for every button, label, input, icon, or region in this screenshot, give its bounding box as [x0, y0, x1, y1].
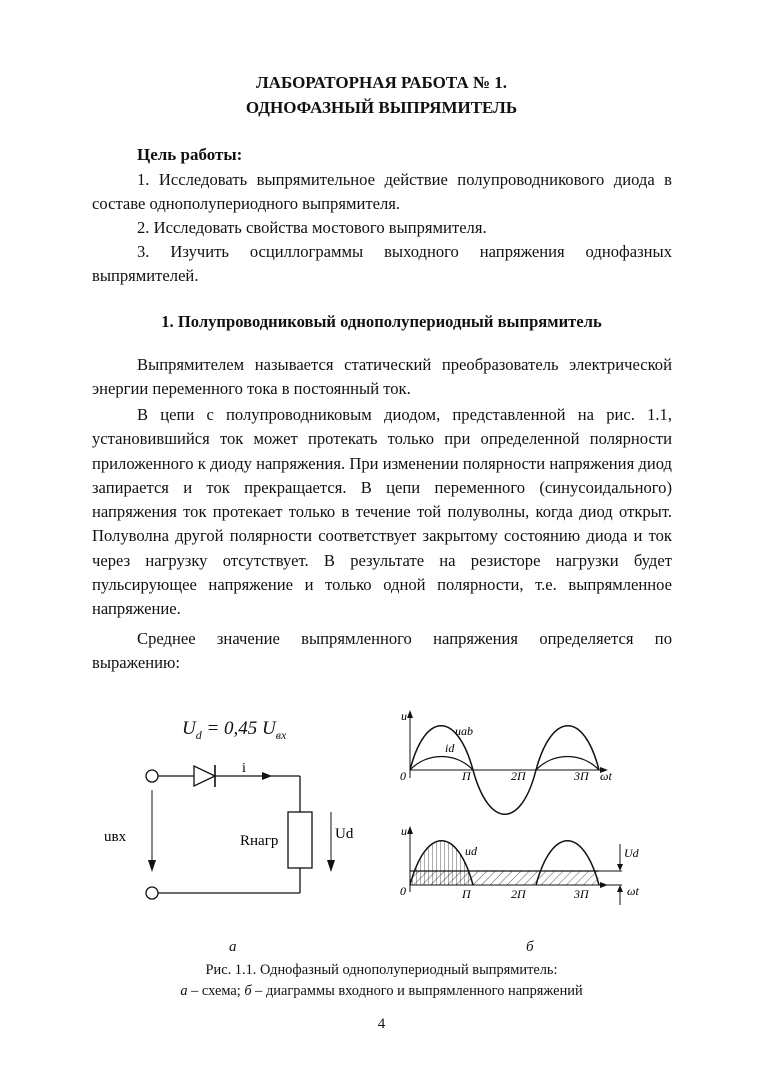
load-resistor	[288, 812, 312, 868]
current-label: i	[242, 761, 246, 776]
output-voltage-arrow	[327, 860, 335, 872]
bottom-origin-label: 0	[400, 884, 406, 898]
rectified-pulse-1-fill	[410, 841, 473, 885]
top-tick-2pi: 2П	[511, 769, 526, 783]
formula-lhs-sub: d	[195, 727, 202, 742]
input-voltage-arrow	[148, 860, 156, 872]
lab-subtitle: ОДНОФАЗНЫЙ ВЫПРЯМИТЕЛЬ	[245, 98, 518, 117]
lab-title: ЛАБОРАТОРНАЯ РАБОТА № 1.	[256, 73, 507, 92]
paragraph-description: В цепи с полупроводниковым диодом, представленной на рис. 1.1, установившийся ток может протекать только при определенной полярности приложенного к диоду напряжения. При изменении полярности напряжения диод запирается и ток прекращается. В цепи переменного (синусоидального) напряжения ток протекает только в течение той полуволны, когда диод открыт. Полуволна другой полярности соответствует закрытому состоянию диода и ток через нагрузку отсутствует. В результате на резисторе нагрузки будет пульсирующее напряжение и только одной полярности, т.е. выпрямленное напряжение.	[92, 405, 672, 619]
id-label: id	[445, 741, 455, 755]
figure-label-a: а	[229, 939, 237, 955]
caption-a-label: а	[180, 983, 188, 999]
section-title: 1. Полупроводниковый однополупериодный выпрямитель	[161, 312, 602, 331]
top-tick-3pi: 3П	[574, 769, 589, 783]
input-voltage-label: uвх	[104, 829, 127, 845]
caption-b-label: б	[244, 983, 252, 999]
input-terminal-top	[146, 770, 158, 782]
ud-curve-label: ud	[465, 844, 477, 858]
paragraph-definition: Выпрямителем называется статический преобразователь электрической энергии переменного тока в постоянный ток.	[92, 355, 672, 399]
resistor-label: Rнагр	[240, 833, 279, 849]
goal-item-2: 2. Исследовать свойства мостового выпрямителя.	[137, 218, 487, 237]
figure-caption-details	[0, 981, 763, 1002]
goal-item-1: 1. Исследовать выпрямительное действие полупроводникового диода в составе однополупериодного выпрямителя.	[92, 170, 672, 214]
formula	[182, 718, 286, 743]
caption-mid-text: – схема;	[187, 983, 245, 999]
figure-label-b: б	[526, 939, 534, 955]
output-voltage-label: Ud	[335, 826, 354, 842]
formula-lhs: U	[182, 718, 196, 739]
bottom-tick-3pi: 3П	[574, 887, 589, 901]
top-tick-pi: П	[462, 769, 471, 783]
bottom-tick-2pi: 2П	[511, 887, 526, 901]
paragraph-formula-intro: Среднее значение выпрямленного напряжения определяется по выражению:	[92, 629, 672, 673]
bottom-y-axis-label: u	[401, 824, 407, 838]
circuit-schematic	[100, 750, 370, 910]
input-terminal-bottom	[146, 887, 158, 899]
current-arrow	[262, 772, 272, 780]
uab-label: uab	[455, 724, 473, 738]
bottom-x-axis-label: ωt	[627, 884, 639, 898]
formula-mid: = 0,45 U	[201, 718, 276, 739]
current-second-wave	[536, 757, 599, 771]
top-origin-label: 0	[400, 769, 406, 783]
diode-symbol	[194, 766, 215, 786]
bottom-tick-pi: П	[462, 887, 471, 901]
ud-level-label: Ud	[624, 846, 639, 860]
caption-end-text: – диаграммы входного и выпрямленного напряжений	[251, 983, 583, 999]
formula-rhs-sub: вх	[275, 727, 287, 742]
goal-item-3: 3. Изучить осциллограммы выходного напряжения однофазных выпрямителей.	[92, 242, 672, 286]
top-x-axis-label: ωt	[600, 769, 612, 783]
top-y-axis-label: u	[401, 709, 407, 723]
goal-heading: Цель работы:	[137, 145, 243, 164]
page-number: 4	[377, 1016, 386, 1032]
figure-caption: Рис. 1.1. Однофазный однополупериодный выпрямитель:	[205, 962, 558, 978]
waveform-diagrams	[395, 702, 645, 912]
current-half-wave	[410, 757, 473, 771]
